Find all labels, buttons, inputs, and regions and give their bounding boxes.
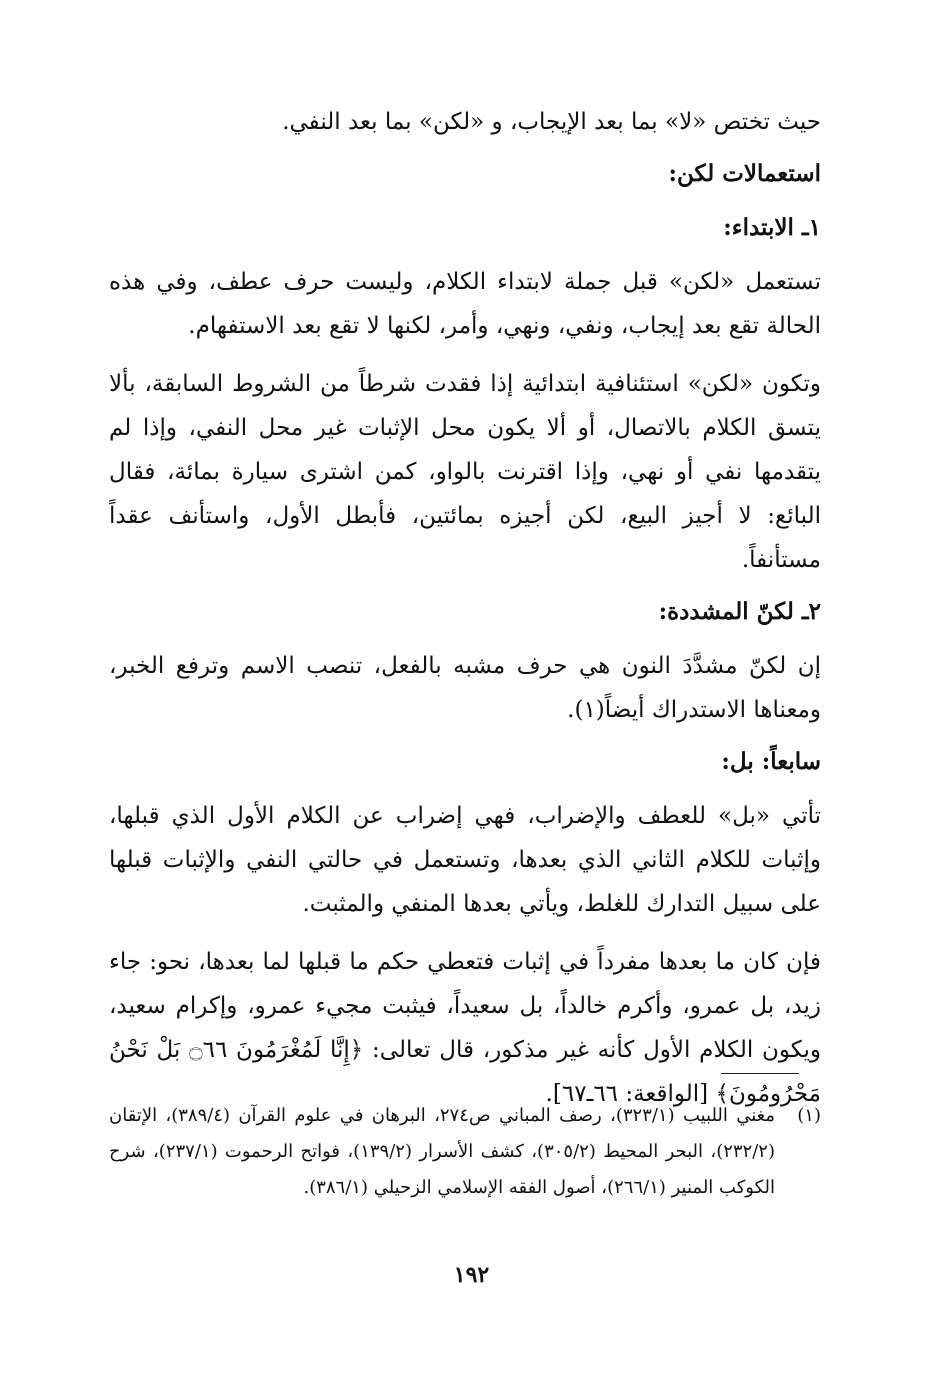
section-1-heading: ١ـ الابتداء:	[723, 214, 821, 241]
section-2-heading: ٢ـ لكنّ المشددة:	[658, 598, 821, 625]
footnote-number: (١)	[797, 1105, 821, 1126]
intro-line: حيث تختص «لا» بما بعد الإيجاب، و «لكن» بما بعد النفي.	[282, 109, 821, 135]
section-1-paragraph-2: وتكون «لكن» استئنافية ابتدائية إذا فقدت شرطاً من الشروط السابقة، بألا يتسق الكلام بالاتصال، أو ألا يكون محل الإثبات غير محل النفي، وإذا لم يتقدمها نفي أو نهي، وإذا اقترنت بالواو، كمن اشترى سيارة بمائة، فقال البائع: لا أجيز البيع، لكن أجيزه بمائتين، فأبطل الأول، واستأنف عقداً مستأنفاً.	[109, 371, 821, 573]
footnote-divider	[721, 1073, 799, 1074]
section-7-paragraph-2: فإن كان ما بعدها مفرداً في إثبات فتعطي حكم ما قبلها لما بعدها، نحو: جاء زيد، بل عمرو، وأكرم خالداً، بل سعيداً، فيثبت مجيء عمرو، وإكرام سعيد، ويكون الكلام الأول كأنه غير مذكور، قال تعالى: ﴿إِنَّا لَمُغْرَمُونَ ۝٦٦ بَلْ نَحْنُ مَحْرُومُونَ﴾ [الواقعة: ٦٦ـ٦٧].	[109, 949, 821, 1107]
section-1-paragraph-1: تستعمل «لكن» قبل جملة لابتداء الكلام، وليست حرف عطف، وفي هذه الحالة تقع بعد إيجاب، ونفي، ونهي، وأمر، لكنها لا تقع بعد الاستفهام.	[109, 269, 821, 339]
section-2-paragraph-1: إن لكنّ مشدَّدَ النون هي حرف مشبه بالفعل، تنصب الاسم وترفع الخبر، ومعناها الاستدراك أيضاً(١).	[109, 653, 821, 723]
footnote-text: مغني اللبيب (٣٢٣/١)، رصف المباني ص٢٧٤، البرهان في علوم القرآن (٣٨٩/٤)، الإتقان (٢٣٢/٢)، البحر المحيط (٣٠٥/٢)، كشف الأسرار (١٣٩/٢)، فواتح الرحموت (٢٣٧/١)، شرح الكوكب المنير (٢٦٦/١)، أصول الفقه الإسلامي الزحيلي (٣٨٦/١).	[109, 1105, 775, 1198]
section-7-heading: سابعاً: بل:	[721, 748, 821, 775]
footnotes	[109, 1098, 821, 1206]
page-number: ١٩٢	[453, 1262, 490, 1288]
page-body	[109, 100, 821, 1116]
section-7-paragraph-1: تأتي «بل» للعطف والإضراب، فهي إضراب عن الكلام الأول الذي قبلها، وإثبات للكلام الثاني الذي بعدها، وتستعمل في حالتي النفي والإثبات قبلها على سبيل التدارك للغلط، ويأتي بعدها المنفي والمثبت.	[109, 803, 822, 917]
footnote-item	[109, 1098, 821, 1206]
uses-heading: استعمالات لكن:	[668, 160, 821, 187]
